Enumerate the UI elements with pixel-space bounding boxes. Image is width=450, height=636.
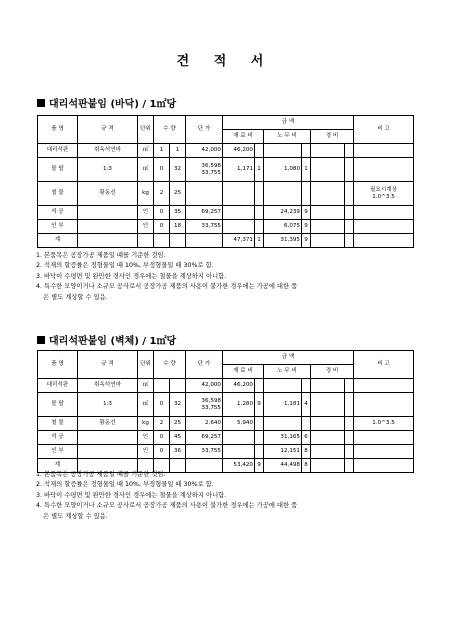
table-header-row [38, 351, 414, 365]
table-row [38, 220, 414, 234]
notes-floor [36, 251, 416, 303]
row-qty-int-cell: 1 [154, 144, 170, 158]
row-material-cell: 5,940 [223, 417, 255, 431]
row-expense-sub-cell [345, 431, 354, 445]
table-row [38, 206, 414, 220]
section-heading-wall [37, 332, 176, 347]
row-remark-cell [354, 144, 414, 158]
row-material-cell [223, 431, 255, 445]
row-price-cell: 42,000 [186, 144, 223, 158]
row-material-sub-cell: 1 [255, 234, 264, 248]
row-remark-cell [354, 445, 414, 459]
row-spec-cell: 취옥석연마 [78, 379, 138, 393]
row-material-cell [223, 445, 255, 459]
row-labor-cell: 24,239 [264, 206, 302, 220]
note-line: 3. 바닥이 수평면 및 완만한 경사인 경우에는 철물을 계상하지 아니함. [36, 491, 227, 499]
col-header-amount: 금 액 [223, 116, 354, 130]
col-header-item: 품 명 [38, 116, 78, 144]
table-row [38, 393, 414, 417]
row-labor-sub-cell [302, 417, 311, 431]
row-item-cell: 대리석판 [38, 379, 78, 393]
row-material-sub-cell: 9 [255, 393, 264, 417]
col-header-labor: 노 무 비 [264, 365, 311, 379]
row-item-cell: 계 [38, 234, 78, 248]
row-price-cell: 2,640 [186, 417, 223, 431]
square-bullet-icon [37, 336, 45, 344]
row-expense-cell [311, 379, 345, 393]
row-material-sub-cell: 1 [255, 158, 264, 182]
row-qty-dec-cell: 45 [170, 431, 186, 445]
row-spec-cell [78, 445, 138, 459]
row-remark-cell: 필요시계상 1.0^3.5 [354, 182, 414, 206]
row-material-sub-cell [255, 206, 264, 220]
row-remark-cell [354, 431, 414, 445]
row-labor-cell [264, 182, 302, 206]
row-price-cell: 69,257 [186, 431, 223, 445]
row-material-cell: 46,200 [223, 144, 255, 158]
row-material-cell: 53,420 [223, 459, 255, 473]
row-item-cell: 대리석판 [38, 144, 78, 158]
row-remark-cell [354, 206, 414, 220]
note-line: 3. 바닥이 수평면 및 완만한 경사인 경우에는 철물을 계상하지 아니함. [36, 272, 227, 280]
row-qty-int-cell: 0 [154, 158, 170, 182]
row-expense-sub-cell [345, 234, 354, 248]
row-price-cell: 36,598 33,755 [186, 393, 223, 417]
row-qty-dec-cell: 18 [170, 220, 186, 234]
col-header-qty: 수 량 [154, 351, 186, 379]
row-item-cell: 계 [38, 459, 78, 473]
row-unit-cell: ㎡ [138, 144, 154, 158]
table-row [38, 417, 414, 431]
row-qty-dec-cell: 35 [170, 206, 186, 220]
row-unit-cell [138, 234, 154, 248]
col-header-qty: 수 량 [154, 116, 186, 144]
row-unit-cell: 인 [138, 445, 154, 459]
row-remark-cell [354, 220, 414, 234]
row-qty-dec-cell: 36 [170, 445, 186, 459]
row-labor-sub-cell: 9 [302, 206, 311, 220]
row-expense-cell [311, 182, 345, 206]
row-price-cell [186, 182, 223, 206]
row-price-cell: 69,257 [186, 206, 223, 220]
square-bullet-icon [37, 99, 45, 107]
row-remark-cell [354, 234, 414, 248]
row-labor-sub-cell: 1 [302, 158, 311, 182]
row-expense-cell [311, 234, 345, 248]
row-remark-cell [354, 158, 414, 182]
col-header-unit: 단위 [138, 116, 154, 144]
row-item-cell: 철 물 [38, 417, 78, 431]
estimate-table-wall [37, 350, 414, 473]
row-labor-sub-cell [302, 379, 311, 393]
row-material-sub-cell [255, 220, 264, 234]
note-line: 2. 석재의 할증률은 정형물일 때 10%, 부정형물일 때 30%로 함. [36, 262, 214, 270]
row-price-cell: 33,755 [186, 445, 223, 459]
row-qty-dec-cell: 1 [170, 144, 186, 158]
row-labor-sub-cell: 4 [302, 393, 311, 417]
row-material-sub-cell: 9 [255, 459, 264, 473]
row-unit-cell: ㎡ [138, 379, 154, 393]
col-header-expense: 경 비 [311, 130, 354, 144]
row-unit-cell: kg [138, 182, 154, 206]
row-labor-cell: 1,181 [264, 393, 302, 417]
col-header-spec: 규 격 [78, 116, 138, 144]
row-expense-sub-cell [345, 417, 354, 431]
table-row [38, 431, 414, 445]
row-spec-cell: 황동선 [78, 182, 138, 206]
row-spec-cell [78, 431, 138, 445]
row-labor-cell: 31,395 [264, 234, 302, 248]
row-spec-cell: 황동선 [78, 417, 138, 431]
row-qty-dec-cell: 25 [170, 182, 186, 206]
note-line: 4. 특수한 모양이거나 소규모 공사로서 공장가공 제품의 사용이 불가한 경우에는 가공에 대한 품 [36, 283, 298, 291]
row-labor-sub-cell: 8 [302, 445, 311, 459]
row-unit-cell: 인 [138, 220, 154, 234]
row-expense-sub-cell [345, 220, 354, 234]
row-material-sub-cell [255, 445, 264, 459]
row-expense-cell [311, 445, 345, 459]
section-heading-text: 대리석판붙임 (벽체) / 1㎡당 [49, 336, 177, 347]
row-qty-dec-cell: 32 [170, 158, 186, 182]
row-unit-cell: ㎥ [138, 158, 154, 182]
notes-wall [36, 470, 416, 522]
row-spec-cell: 1:3 [78, 158, 138, 182]
row-material-cell: 46,200 [223, 379, 255, 393]
row-labor-cell [264, 379, 302, 393]
row-expense-sub-cell [345, 393, 354, 417]
row-expense-cell [311, 206, 345, 220]
row-expense-cell [311, 144, 345, 158]
table-row [38, 158, 414, 182]
row-labor-sub-cell [302, 144, 311, 158]
row-price-cell: 42,000 [186, 379, 223, 393]
row-qty-int-cell: 0 [154, 431, 170, 445]
row-expense-sub-cell [345, 158, 354, 182]
row-spec-cell [78, 234, 138, 248]
col-header-material: 재 료 비 [223, 365, 264, 379]
note-line: 1. 본품목은 공장가공 제품일 때를 기준한 것임. [36, 252, 166, 259]
col-header-material: 재 료 비 [223, 130, 264, 144]
row-expense-sub-cell [345, 144, 354, 158]
row-unit-cell: ㎥ [138, 393, 154, 417]
section-heading-text: 대리석판붙임 (바닥) / 1㎡당 [49, 99, 177, 110]
col-header-labor: 노 무 비 [264, 130, 311, 144]
col-header-price: 단 가 [186, 351, 223, 379]
section-heading-floor [37, 95, 176, 110]
col-header-item: 품 명 [38, 351, 78, 379]
row-expense-sub-cell [345, 206, 354, 220]
row-qty-dec-cell: 25 [170, 417, 186, 431]
row-spec-cell [78, 206, 138, 220]
row-item-cell: 몰 탈 [38, 158, 78, 182]
document-title: 견 적 서 [176, 54, 274, 69]
row-qty-dec-cell: 32 [170, 393, 186, 417]
row-qty-int-cell: 0 [154, 393, 170, 417]
row-material-cell: 1,280 [223, 393, 255, 417]
row-material-cell [223, 220, 255, 234]
row-material-cell: 47,371 [223, 234, 255, 248]
col-header-spec: 규 격 [78, 351, 138, 379]
col-header-price: 단 가 [186, 116, 223, 144]
row-qty-int-cell: 0 [154, 206, 170, 220]
row-qty-int-cell: 2 [154, 182, 170, 206]
row-labor-sub-cell: 6 [302, 431, 311, 445]
row-labor-sub-cell: 8 [302, 459, 311, 473]
col-header-expense: 경 비 [311, 365, 354, 379]
row-qty-int-cell: 2 [154, 417, 170, 431]
row-price-cell: 33,755 [186, 220, 223, 234]
row-labor-cell [264, 417, 302, 431]
row-qty-int-cell [154, 234, 170, 248]
row-labor-cell [264, 144, 302, 158]
table-row [38, 445, 414, 459]
row-labor-cell: 12,151 [264, 445, 302, 459]
row-labor-cell: 44,498 [264, 459, 302, 473]
row-qty-int-cell: 0 [154, 220, 170, 234]
col-header-unit: 단위 [138, 351, 154, 379]
row-expense-cell [311, 417, 345, 431]
row-labor-sub-cell [302, 182, 311, 206]
row-labor-cell: 1,080 [264, 158, 302, 182]
row-unit-cell: kg [138, 417, 154, 431]
row-material-cell: 1,171 [223, 158, 255, 182]
note-line: 1. 본품목은 공장가공 제품일 때를 기준한 것임. [36, 471, 166, 478]
row-item-cell: 석 공 [38, 206, 78, 220]
table-row [38, 144, 414, 158]
col-header-amount: 금 액 [223, 351, 354, 365]
row-spec-cell: 1:3 [78, 393, 138, 417]
row-labor-sub-cell: 9 [302, 220, 311, 234]
row-expense-cell [311, 431, 345, 445]
row-material-sub-cell [255, 182, 264, 206]
row-remark-cell [354, 379, 414, 393]
row-unit-cell: 인 [138, 206, 154, 220]
row-unit-cell: 인 [138, 431, 154, 445]
row-item-cell: 인 부 [38, 445, 78, 459]
row-material-cell [223, 182, 255, 206]
row-remark-cell [354, 393, 414, 417]
row-item-cell: 인 부 [38, 220, 78, 234]
note-line: 은 별도 계상할 수 있음. [43, 293, 108, 301]
row-material-sub-cell [255, 144, 264, 158]
row-item-cell: 몰 탈 [38, 393, 78, 417]
row-price-cell: 36,598 33,755 [186, 158, 223, 182]
row-labor-cell: 31,165 [264, 431, 302, 445]
table-row [38, 234, 414, 248]
row-qty-int-cell [154, 379, 170, 393]
row-expense-sub-cell [345, 445, 354, 459]
row-material-sub-cell [255, 379, 264, 393]
row-qty-dec-cell [170, 379, 186, 393]
row-labor-sub-cell: 9 [302, 234, 311, 248]
col-header-remark: 비 고 [354, 116, 414, 144]
table-row [38, 182, 414, 206]
row-price-cell [186, 234, 223, 248]
row-material-sub-cell [255, 417, 264, 431]
row-spec-cell [78, 220, 138, 234]
table-header-row [38, 116, 414, 130]
row-material-sub-cell [255, 431, 264, 445]
row-expense-cell [311, 220, 345, 234]
note-line: 2. 석재의 할증률은 정형물일 때 10%, 부정형물일 때 30%로 함. [36, 481, 214, 489]
row-expense-cell [311, 158, 345, 182]
row-item-cell: 철 물 [38, 182, 78, 206]
row-expense-sub-cell [345, 379, 354, 393]
note-line: 4. 특수한 모양이거나 소규모 공사로서 공장가공 제품의 사용이 불가한 경우에는 가공에 대한 품 [36, 502, 298, 510]
row-qty-int-cell: 0 [154, 445, 170, 459]
col-header-remark: 비 고 [354, 351, 414, 379]
note-line: 은 별도 계상할 수 있음. [43, 512, 108, 520]
row-spec-cell: 취옥석연마 [78, 144, 138, 158]
row-expense-cell [311, 393, 345, 417]
row-remark-cell: 1.0^3.5 [354, 417, 414, 431]
estimate-table-floor [37, 115, 414, 248]
row-qty-dec-cell [170, 234, 186, 248]
table-row [38, 379, 414, 393]
row-labor-cell: 6,075 [264, 220, 302, 234]
row-expense-sub-cell [345, 182, 354, 206]
row-material-cell [223, 206, 255, 220]
row-item-cell: 석 공 [38, 431, 78, 445]
